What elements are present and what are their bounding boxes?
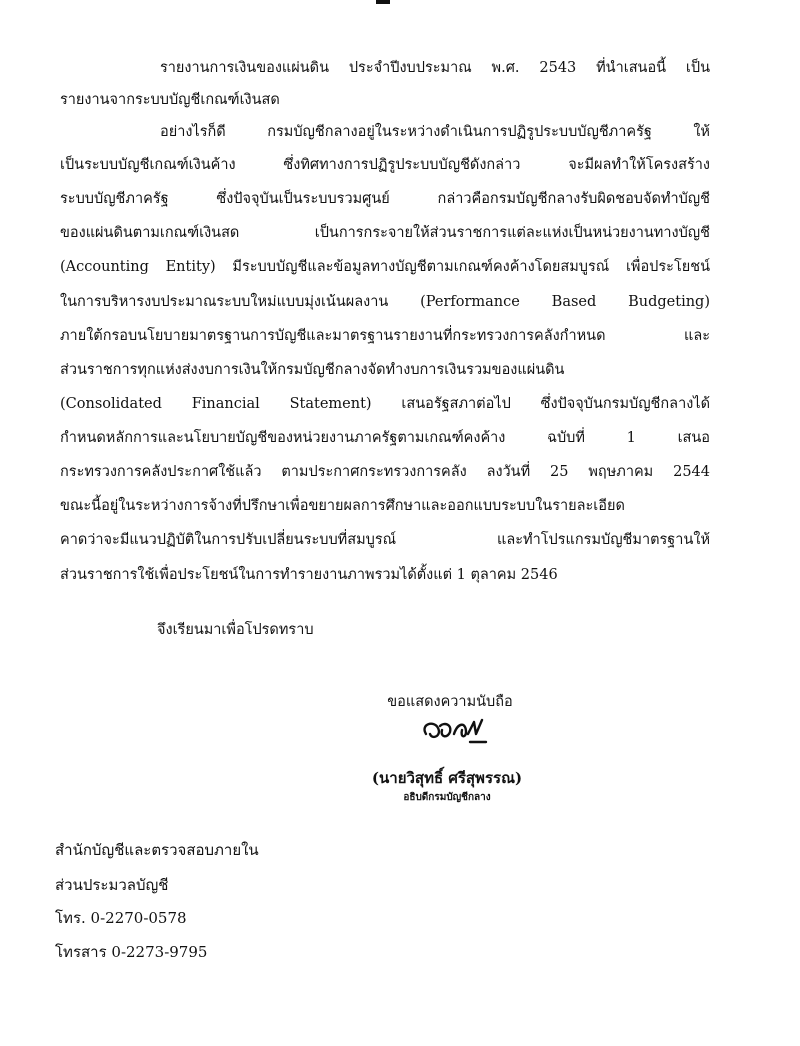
office-department: สำนักบัญชีและตรวจสอบภายใน	[55, 841, 259, 859]
signer-title: อธิบดีกรมบัญชีกลาง	[403, 792, 491, 803]
paragraph-2-line-4: ของแผ่นดินตามเกณฑ์เงินสด เป็นการกระจายให้ส่วนราชการแต่ละแห่งเป็นหน่วยงานทางบัญชี	[60, 225, 710, 241]
paragraph-2-line-7: ภายใต้กรอบนโยบายมาตรฐานการบัญชีและมาตรฐานรายงานที่กระทรวงการคลังกำหนด และ	[60, 328, 710, 344]
paragraph-2-line-6: ในการบริหารงบประมาณระบบใหม่แบบมุ่งเน้นผลงาน (Performance Based Budgeting)	[60, 294, 710, 310]
paragraph-3-line-1: จึงเรียนมาเพื่อโปรดทราบ	[157, 622, 314, 638]
office-fax: โทรสาร 0-2273-9795	[55, 943, 208, 961]
paragraph-2-line-8: ส่วนราชการทุกแห่งส่งงบการเงินให้กรมบัญชีกลางจัดทำงบการเงินรวมของแผ่นดิน	[60, 362, 565, 378]
closing-salutation: ขอแสดงความนับถือ	[387, 694, 513, 710]
paragraph-2-line-11: กระทรวงการคลังประกาศใช้แล้ว ตามประกาศกระทรวงการคลัง ลงวันที่ 25 พฤษภาคม 2544	[60, 464, 710, 480]
paragraph-1-line-1: รายงานการเงินของแผ่นดิน ประจำปีงบประมาณ พ.ศ. 2543 ที่นำเสนอนี้ เป็น	[160, 60, 710, 76]
paragraph-1-line-2: รายงานจากระบบบัญชีเกณฑ์เงินสด	[60, 92, 280, 108]
paragraph-2-line-5: (Accounting Entity) มีระบบบัญชีและข้อมูลทางบัญชีตามเกณฑ์คงค้างโดยสมบูรณ์ เพื่อประโยชน์	[60, 259, 710, 275]
paragraph-2-line-13: คาดว่าจะมีแนวปฏิบัติในการปรับเปลี่ยนระบบที่สมบูรณ์ และทำโปรแกรมบัญชีมาตรฐานให้	[60, 532, 710, 548]
paragraph-2-line-1: อย่างไรก็ดี กรมบัญชีกลางอยู่ในระหว่างดำเนินการปฏิรูประบบบัญชีภาครัฐ ให้	[160, 124, 710, 140]
page-top-mark	[376, 0, 390, 4]
signature-graphic	[340, 712, 560, 752]
handwritten-signature	[340, 712, 560, 752]
paragraph-2-line-12: ขณะนี้อยู่ในระหว่างการจ้างที่ปรึกษาเพื่อขยายผลการศึกษาและออกแบบระบบในรายละเอียด	[60, 498, 625, 514]
paragraph-2-line-10: กำหนดหลักการและนโยบายบัญชีของหน่วยงานภาครัฐตามเกณฑ์คงค้าง ฉบับที่ 1 เสนอ	[60, 430, 710, 446]
signer-name: (นายวิสุทธิ์ ศรีสุพรรณ)	[371, 769, 523, 787]
paragraph-2-line-3: ระบบบัญชีภาครัฐ ซึ่งปัจจุบันเป็นระบบรวมศูนย์ กล่าวคือกรมบัญชีกลางรับผิดชอบจัดทำบัญชี	[60, 191, 710, 207]
paragraph-2-line-2: เป็นระบบบัญชีเกณฑ์เงินค้าง ซึ่งทิศทางการปฏิรูประบบบัญชีดังกล่าว จะมีผลทำให้โครงสร้าง	[60, 157, 710, 173]
office-division: ส่วนประมวลบัญชี	[55, 876, 169, 894]
paragraph-2-line-14: ส่วนราชการใช้เพื่อประโยชน์ในการทำรายงานภาพรวมได้ตั้งแต่ 1 ตุลาคม 2546	[60, 567, 558, 583]
paragraph-2-line-9: (Consolidated Financial Statement) เสนอรัฐสภาต่อไป ซึ่งปัจจุบันกรมบัญชีกลางได้	[60, 396, 710, 412]
office-phone: โทร. 0-2270-0578	[55, 909, 187, 927]
